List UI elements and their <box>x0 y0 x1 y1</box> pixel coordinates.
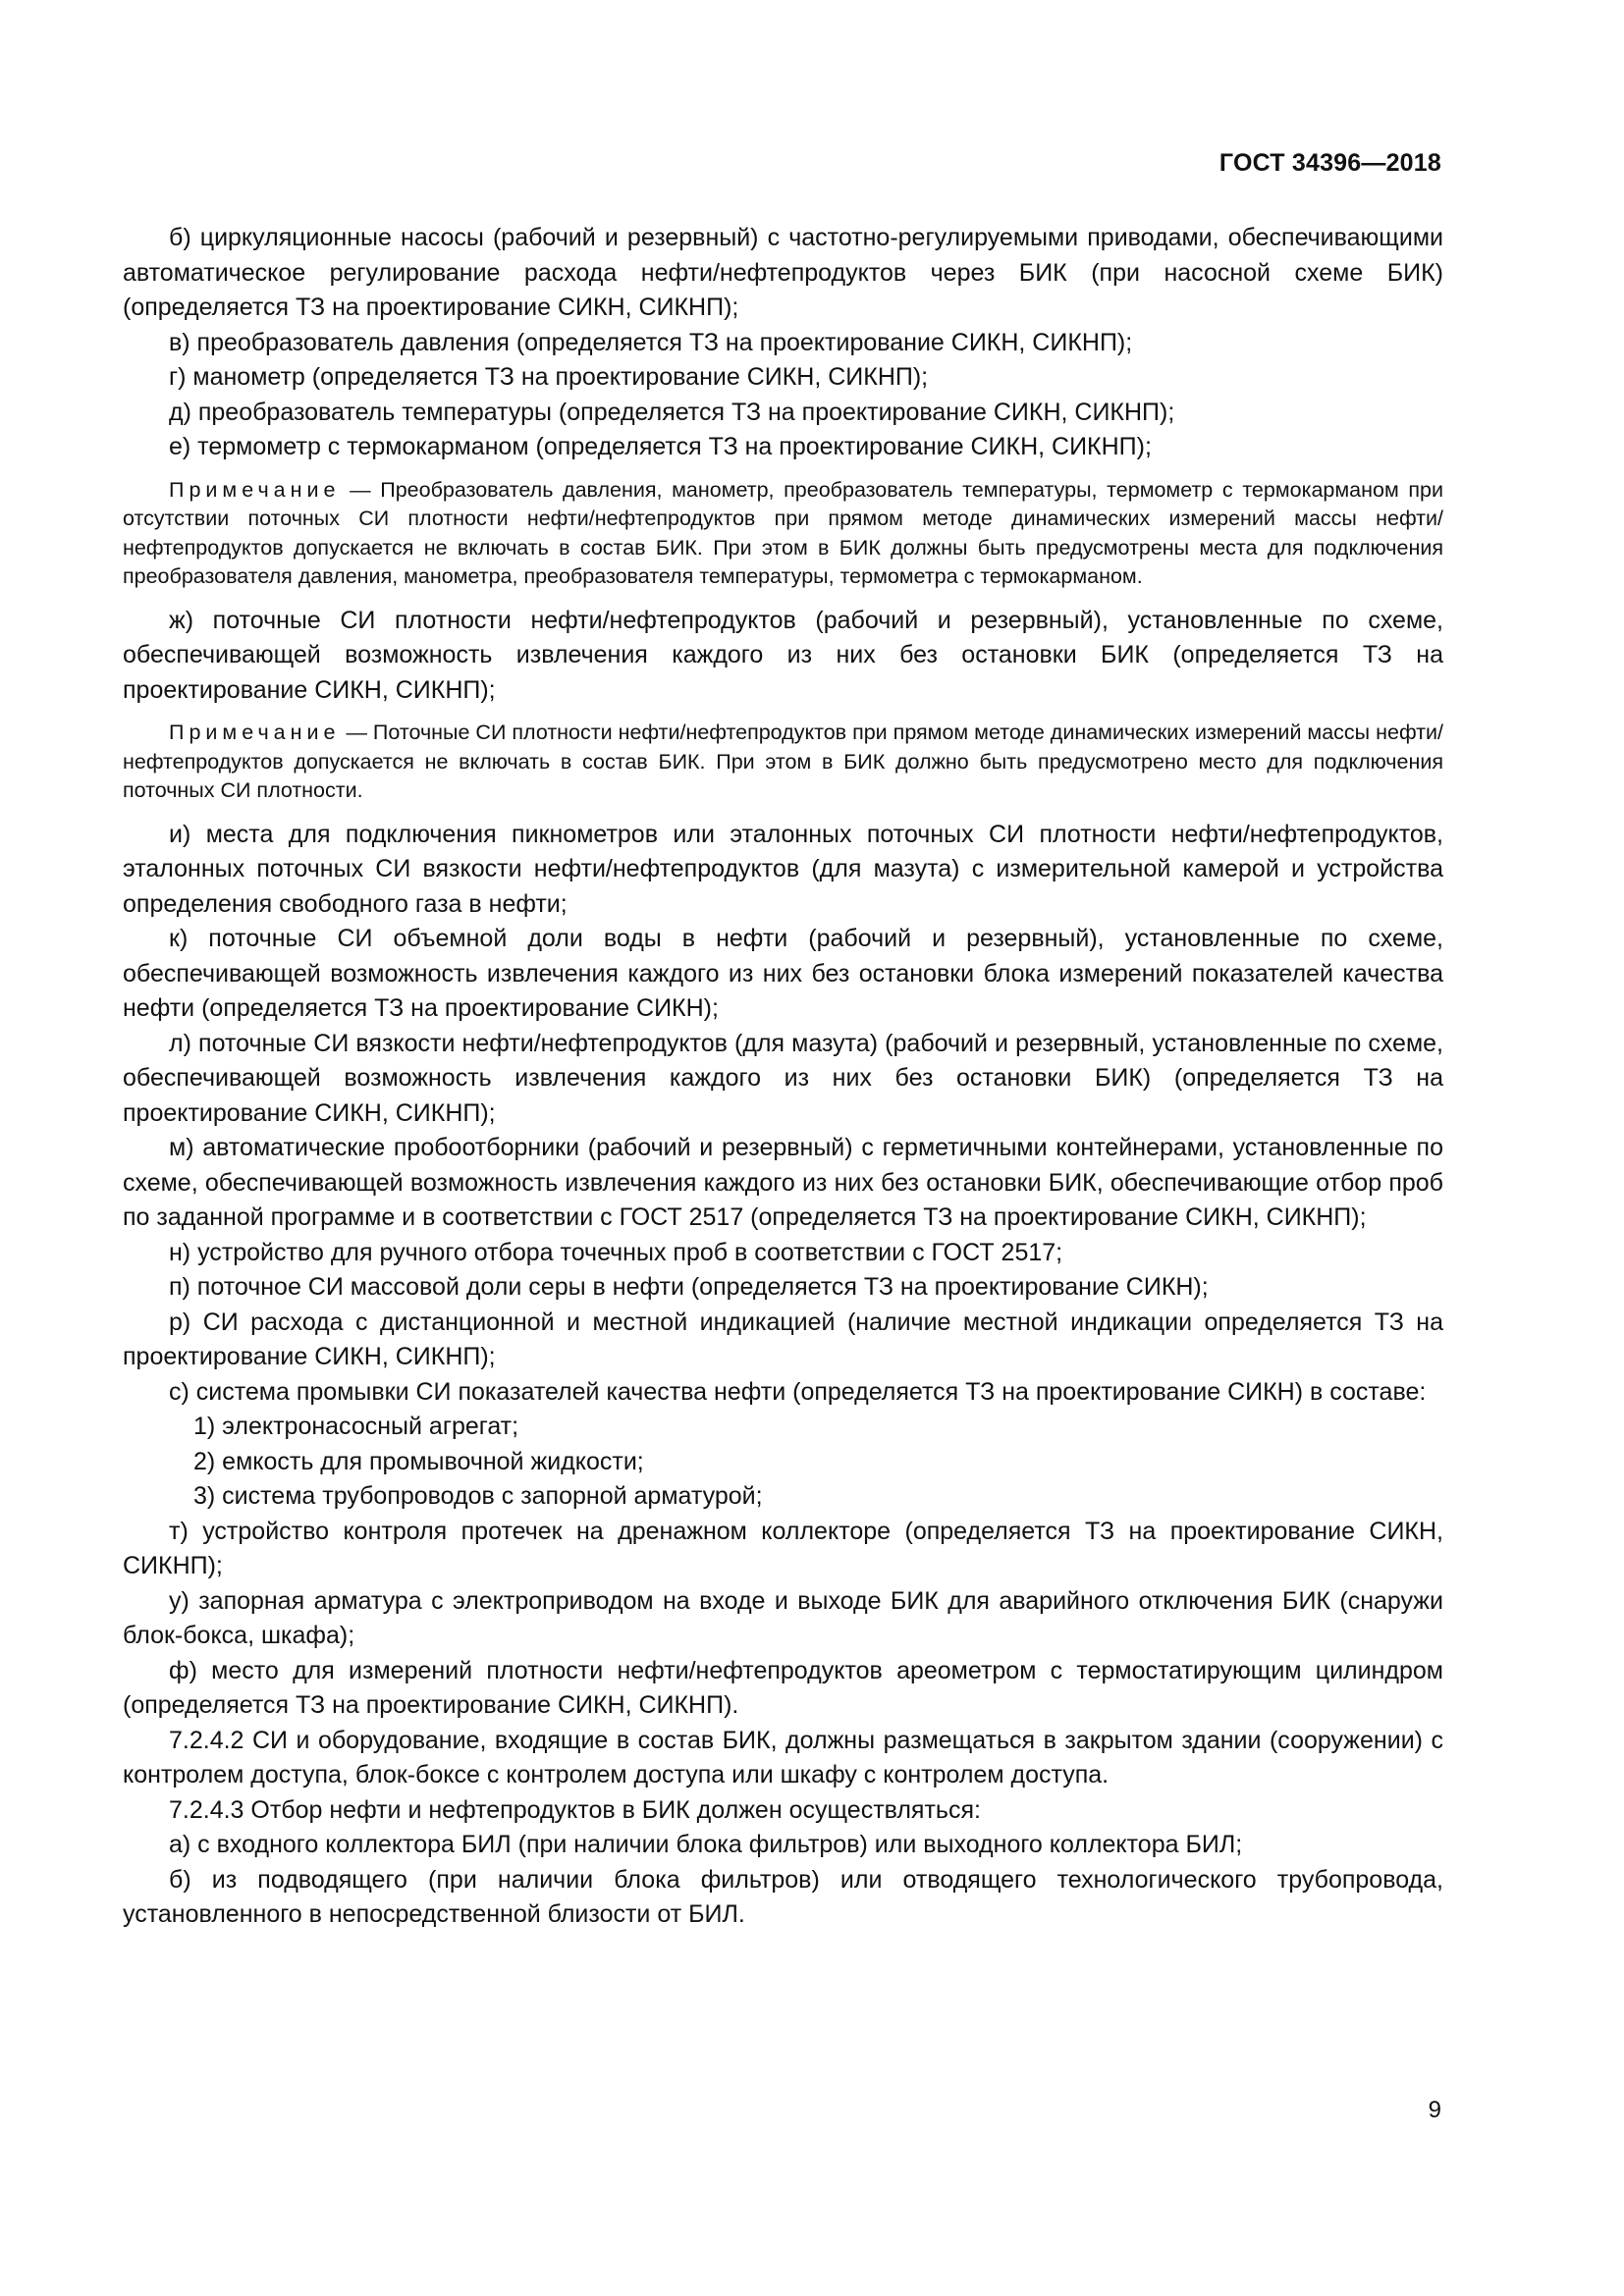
list-item: и) места для подключения пикнометров или эталонных поточных СИ плотности нефти/нефтепродуктов, эталонных поточных СИ вязкости нефти/нефтепродуктов (для мазута) с измерительной камерой и устройства определения свободного газа в нефти; <box>123 820 1443 918</box>
list-item: у) запорная арматура с электроприводом на входе и выходе БИК для аварийного отключения БИК (снаружи блок-бокса, шкафа); <box>123 1586 1443 1649</box>
list-item: д) преобразователь температуры (определяется ТЗ на проектирование СИКН, СИКНП); <box>169 398 1175 426</box>
list-item: ж) поточные СИ плотности нефти/нефтепродуктов (рабочий и резервный), установленные по схеме, обеспечивающей возможность извлечения каждого из них без остановки БИК (определяется ТЗ на проектирование СИКН, СИКНП); <box>123 606 1443 704</box>
list-item: к) поточные СИ объемной доли воды в нефти (рабочий и резервный), установленные по схеме, обеспечивающей возможность извлечения каждого из них без остановки блока измерений показателей качества нефти (определяется ТЗ на проектирование СИКН); <box>123 925 1443 1022</box>
list-item: п) поточное СИ массовой доли серы в нефти (определяется ТЗ на проектирование СИКН); <box>169 1273 1209 1301</box>
list-item: м) автоматические пробоотборники (рабочий и резервный) с герметичными контейнерами, установленные по схеме, обеспечивающей возможность извлечения каждого из них без остановки БИК, обеспечивающие отбор проб по заданной программе и в соответствии с ГОСТ 2517 (определяется ТЗ на проектирование СИКН, СИКНП); <box>123 1134 1443 1231</box>
list-item: н) устройство для ручного отбора точечных проб в соответствии с ГОСТ 2517; <box>169 1238 1063 1266</box>
list-item: б) из подводящего (при наличии блока фильтров) или отводящего технологического трубопровода, установленного в непосредственной близости от БИЛ. <box>123 1865 1443 1928</box>
note-text: — Преобразователь давления, манометр, преобразователь температуры, термометр с термокарманом при отсутствии поточных СИ плотности нефти/нефтепродуктов при прямом методе динамических измерений массы нефти/нефтепродуктов допускается не включать в состав БИК. При этом в БИК должны быть предусмотрены места для подключения преобразователя давления, манометра, преобразователя температуры, термометра с термокарманом. <box>123 477 1443 588</box>
list-item: р) СИ расхода с дистанционной и местной индикацией (наличие местной индикации определяется ТЗ на проектирование СИКН, СИКНП); <box>123 1308 1443 1370</box>
list-item: ф) место для измерений плотности нефти/нефтепродуктов ареометром с термостатирующим цилиндром (определяется ТЗ на проектирование СИКН, СИКНП). <box>123 1656 1443 1719</box>
section-paragraph: 7.2.4.2 СИ и оборудование, входящие в состав БИК, должны размещаться в закрытом здании (сооружении) с контролем доступа, блок-боксе с контролем доступа или шкафу с контролем доступа. <box>123 1726 1443 1789</box>
list-item: л) поточные СИ вязкости нефти/нефтепродуктов (для мазута) (рабочий и резервный, установленные по схеме, обеспечивающей возможность извлечения каждого из них без остановки БИК) (определяется ТЗ на проектирование СИКН, СИКНП); <box>123 1029 1443 1127</box>
standard-header: ГОСТ 34396—2018 <box>1218 149 1441 177</box>
list-item: а) с входного коллектора БИЛ (при наличии блока фильтров) или выходного коллектора БИЛ; <box>169 1831 1243 1858</box>
sub-list-item: 3) система трубопроводов с запорной арматурой; <box>193 1482 763 1510</box>
document-body <box>123 221 1443 1933</box>
sub-list-item: 1) электронасосный агрегат; <box>193 1413 519 1440</box>
list-item: б) циркуляционные насосы (рабочий и резервный) с частотно-регулируемыми приводами, обеспечивающими автоматическое регулирование расхода нефти/нефтепродуктов через БИК (при насосной схеме БИК) (определяется ТЗ на проектирование СИКН, СИКНП); <box>123 224 1443 321</box>
list-item: е) термометр с термокарманом (определяется ТЗ на проектирование СИКН, СИКНП); <box>169 433 1152 460</box>
sub-list-item: 2) емкость для промывочной жидкости; <box>193 1447 644 1475</box>
page-number: 9 <box>1428 2097 1441 2123</box>
note-block <box>123 719 1443 806</box>
section-paragraph: 7.2.4.3 Отбор нефти и нефтепродуктов в БИК должен осуществляться: <box>169 1795 981 1824</box>
note-block <box>123 476 1443 592</box>
note-label: Примечание <box>169 721 341 744</box>
list-item: г) манометр (определяется ТЗ на проектирование СИКН, СИКНП); <box>169 363 929 391</box>
note-text: — Поточные СИ плотности нефти/нефтепродуктов при прямом методе динамических измерений массы нефти/нефтепродуктов допускается не включать в состав БИК. При этом в БИК должно быть предусмотрено место для подключения поточных СИ плотности. <box>123 721 1443 802</box>
list-item: в) преобразователь давления (определяется ТЗ на проектирование СИКН, СИКНП); <box>169 328 1133 356</box>
list-item: с) система промывки СИ показателей качества нефти (определяется ТЗ на проектирование СИКН) в составе: <box>169 1377 1427 1406</box>
list-item: т) устройство контроля протечек на дренажном коллекторе (определяется ТЗ на проектирование СИКН, СИКНП); <box>123 1517 1443 1579</box>
note-label: Примечание <box>169 477 341 502</box>
